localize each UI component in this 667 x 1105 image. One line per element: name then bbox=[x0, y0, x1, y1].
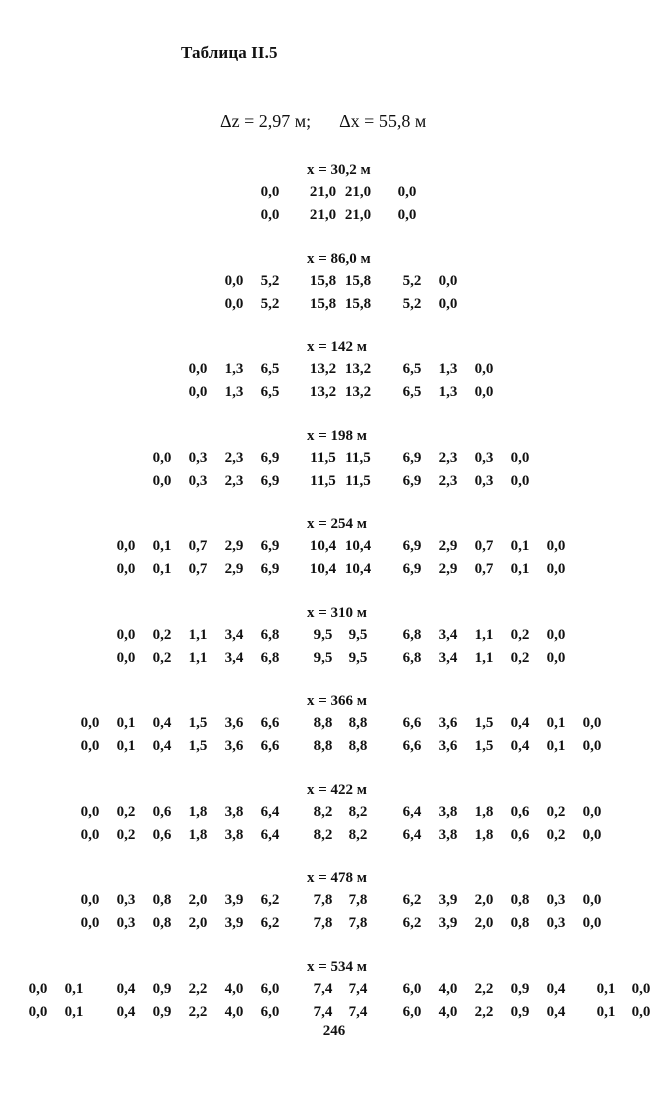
table-value: 0,0 bbox=[582, 826, 602, 843]
table-value: 6,2 bbox=[260, 892, 280, 908]
table-value: 0,0 bbox=[80, 803, 100, 820]
table-value: 0,0 bbox=[152, 449, 172, 466]
block-title: x = 198 м bbox=[307, 427, 368, 444]
table-value: 0,9 bbox=[510, 980, 530, 997]
table-value: 10,4 bbox=[344, 561, 372, 577]
table-value: 8,8 bbox=[313, 715, 333, 731]
table-value: 0,2 bbox=[116, 803, 136, 820]
block-title: x = 366 м bbox=[307, 693, 368, 709]
table-value: 0,1 bbox=[152, 561, 172, 577]
table-value: 8,8 bbox=[348, 715, 368, 731]
table-value: 15,8 bbox=[309, 295, 337, 312]
table-value: 0,3 bbox=[188, 449, 208, 466]
table-value: 8,2 bbox=[313, 826, 333, 843]
table-value: 6,2 bbox=[260, 915, 280, 931]
table-value: 3,4 bbox=[438, 626, 458, 643]
table-value: 6,9 bbox=[402, 538, 422, 554]
table-value: 0,7 bbox=[474, 538, 494, 554]
block-title: x = 30,2 м bbox=[307, 162, 371, 178]
table-value: 6,6 bbox=[402, 738, 422, 754]
table-value: 15,8 bbox=[309, 272, 337, 289]
table-value: 0,4 bbox=[116, 1003, 136, 1020]
table-value: 3,9 bbox=[438, 892, 458, 908]
table-value: 1,1 bbox=[474, 626, 494, 643]
table-value: 6,0 bbox=[260, 1003, 280, 1020]
table-value: 0,0 bbox=[438, 295, 458, 312]
table-value: 3,4 bbox=[224, 626, 244, 643]
table-value: 0,0 bbox=[510, 472, 530, 489]
table-value: 0,3 bbox=[546, 915, 566, 931]
table-value: 6,8 bbox=[402, 649, 422, 666]
table-value: 3,8 bbox=[438, 826, 458, 843]
table-value: 0,4 bbox=[546, 1003, 566, 1020]
table-value: 0,0 bbox=[397, 184, 417, 200]
table-value: 21,0 bbox=[344, 207, 372, 223]
table-value: 0,0 bbox=[546, 626, 566, 643]
table-value: 1,1 bbox=[474, 649, 494, 666]
table-value: 0,2 bbox=[152, 649, 172, 666]
table-value: 0,1 bbox=[116, 738, 136, 754]
table-value: 0,3 bbox=[546, 892, 566, 908]
table-value: 0,0 bbox=[80, 826, 100, 843]
table-value: 3,6 bbox=[224, 738, 244, 754]
table-value: 2,9 bbox=[224, 538, 244, 554]
table-value: 7,4 bbox=[348, 980, 368, 997]
table-value: 6,8 bbox=[402, 626, 422, 643]
table-value: 6,9 bbox=[260, 449, 280, 466]
table-value: 3,6 bbox=[438, 738, 458, 754]
table-value: 8,8 bbox=[313, 738, 333, 754]
table-value: 2,0 bbox=[474, 892, 494, 908]
table-value: 0,0 bbox=[80, 892, 100, 908]
table-value: 0,3 bbox=[474, 449, 494, 466]
table-value: 6,9 bbox=[260, 472, 280, 489]
table-value: 6,4 bbox=[402, 803, 422, 820]
table-value: 21,0 bbox=[309, 207, 337, 223]
table-value: 0,8 bbox=[510, 892, 530, 908]
table-value: 7,8 bbox=[313, 915, 333, 931]
table-value: 1,3 bbox=[224, 384, 244, 400]
table-value: 2,9 bbox=[438, 538, 458, 554]
table-value: 6,8 bbox=[260, 649, 280, 666]
table-value: 0,0 bbox=[582, 738, 602, 754]
table-value: 0,0 bbox=[546, 561, 566, 577]
table-value: 0,0 bbox=[116, 626, 136, 643]
table-value: 0,1 bbox=[546, 715, 566, 731]
table-value: 0,4 bbox=[116, 980, 136, 997]
table-value: 0,0 bbox=[631, 980, 651, 997]
table-value: 0,2 bbox=[152, 626, 172, 643]
table-value: 0,0 bbox=[631, 1003, 651, 1020]
table-value: 3,8 bbox=[224, 803, 244, 820]
table-value: 6,2 bbox=[402, 915, 422, 931]
table-value: 6,5 bbox=[260, 361, 280, 377]
table-value: 0,1 bbox=[510, 538, 530, 554]
table-value: 0,3 bbox=[474, 472, 494, 489]
table-value: 0,7 bbox=[188, 561, 208, 577]
table-value: 0,0 bbox=[582, 915, 602, 931]
block-title: x = 86,0 м bbox=[307, 250, 371, 267]
table-value: 0,6 bbox=[510, 826, 530, 843]
table-value: 0,0 bbox=[474, 384, 494, 400]
table-value: 6,9 bbox=[260, 561, 280, 577]
table-value: 0,9 bbox=[510, 1003, 530, 1020]
table-value: 4,0 bbox=[438, 980, 458, 997]
table-value: 2,9 bbox=[224, 561, 244, 577]
block-title: x = 142 м bbox=[307, 339, 368, 355]
table-value: 0,0 bbox=[80, 715, 100, 731]
table-value: 9,5 bbox=[348, 649, 368, 666]
table-value: 11,5 bbox=[345, 449, 371, 466]
dz-parameter: Δz = 2,97 м; bbox=[220, 111, 312, 131]
table-value: 0,0 bbox=[188, 384, 208, 400]
table-value: 10,4 bbox=[309, 561, 337, 577]
table-value: 5,2 bbox=[402, 272, 422, 289]
table-value: 0,1 bbox=[64, 1003, 84, 1020]
table-value: 0,1 bbox=[510, 561, 530, 577]
table-value: 3,4 bbox=[438, 649, 458, 666]
table-value: 2,3 bbox=[224, 449, 244, 466]
table-value: 0,8 bbox=[152, 915, 172, 931]
table-value: 6,0 bbox=[402, 1003, 422, 1020]
table-value: 0,9 bbox=[152, 1003, 172, 1020]
table-value: 15,8 bbox=[344, 272, 372, 289]
table-value: 6,9 bbox=[402, 472, 422, 489]
table-value: 6,5 bbox=[402, 384, 422, 400]
table-value: 13,2 bbox=[309, 384, 337, 400]
table-value: 0,0 bbox=[80, 915, 100, 931]
table-value: 10,4 bbox=[309, 538, 337, 554]
table-value: 0,4 bbox=[546, 980, 566, 997]
table-value: 2,3 bbox=[224, 472, 244, 489]
table-value: 7,4 bbox=[313, 1003, 333, 1020]
table-value: 3,4 bbox=[224, 649, 244, 666]
table-value: 21,0 bbox=[344, 184, 372, 200]
table-value: 6,4 bbox=[260, 803, 280, 820]
table-value: 21,0 bbox=[309, 184, 337, 200]
table-value: 0,4 bbox=[152, 738, 172, 754]
table-value: 0,2 bbox=[116, 826, 136, 843]
table-value: 6,6 bbox=[402, 715, 422, 731]
table-value: 0,4 bbox=[510, 738, 530, 754]
table-value: 3,9 bbox=[224, 892, 244, 908]
table-value: 0,3 bbox=[188, 472, 208, 489]
table-value: 3,9 bbox=[224, 915, 244, 931]
table-value: 0,0 bbox=[438, 272, 458, 289]
table-value: 7,4 bbox=[313, 980, 333, 997]
table-value: 6,2 bbox=[402, 892, 422, 908]
table-value: 2,0 bbox=[188, 892, 208, 908]
table-value: 0,3 bbox=[116, 915, 136, 931]
table-value: 0,2 bbox=[510, 649, 530, 666]
block-title: x = 310 м bbox=[307, 604, 368, 621]
table-value: 11,5 bbox=[310, 449, 336, 466]
table-value: 1,5 bbox=[474, 738, 494, 754]
table-value: 0,2 bbox=[546, 826, 566, 843]
table-value: 0,8 bbox=[510, 915, 530, 931]
table-value: 6,8 bbox=[260, 626, 280, 643]
table-value: 0,0 bbox=[28, 980, 48, 997]
table-value: 8,8 bbox=[348, 738, 368, 754]
table-value: 1,5 bbox=[474, 715, 494, 731]
table-value: 6,9 bbox=[402, 561, 422, 577]
table-value: 1,3 bbox=[224, 361, 244, 377]
table-value: 0,7 bbox=[188, 538, 208, 554]
table-value: 0,0 bbox=[582, 892, 602, 908]
table-value: 6,9 bbox=[260, 538, 280, 554]
table-value: 7,4 bbox=[348, 1003, 368, 1020]
page-number: 246 bbox=[322, 1023, 346, 1039]
table-value: 6,4 bbox=[402, 826, 422, 843]
table-value: 4,0 bbox=[438, 1003, 458, 1020]
table-value: 0,1 bbox=[596, 980, 616, 997]
table-value: 1,3 bbox=[438, 384, 458, 400]
table-value: 8,2 bbox=[348, 826, 368, 843]
block-title: x = 422 м bbox=[307, 781, 368, 798]
table-value: 9,5 bbox=[313, 626, 333, 643]
table-value: 6,6 bbox=[260, 738, 280, 754]
table-value: 8,2 bbox=[313, 803, 333, 820]
table-value: 5,2 bbox=[260, 272, 280, 289]
table-value: 2,0 bbox=[188, 915, 208, 931]
table-value: 1,5 bbox=[188, 738, 208, 754]
table-value: 2,0 bbox=[474, 915, 494, 931]
table-value: 2,3 bbox=[438, 449, 458, 466]
table-value: 0,0 bbox=[116, 538, 136, 554]
table-value: 0,1 bbox=[546, 738, 566, 754]
table-value: 0,0 bbox=[582, 803, 602, 820]
table-value: 1,1 bbox=[188, 626, 208, 643]
table-value: 1,8 bbox=[474, 803, 494, 820]
table-value: 10,4 bbox=[344, 538, 372, 554]
table-value: 0,2 bbox=[510, 626, 530, 643]
table-value: 0,7 bbox=[474, 561, 494, 577]
table-value: 9,5 bbox=[348, 626, 368, 643]
table-value: 5,2 bbox=[402, 295, 422, 312]
table-value: 0,4 bbox=[152, 715, 172, 731]
table-value: 7,8 bbox=[348, 915, 368, 931]
table-value: 15,8 bbox=[344, 295, 372, 312]
table-value: 0,2 bbox=[546, 803, 566, 820]
table-value: 1,8 bbox=[188, 826, 208, 843]
table-value: 0,0 bbox=[80, 738, 100, 754]
table-value: 6,0 bbox=[260, 980, 280, 997]
table-value: 0,6 bbox=[510, 803, 530, 820]
table-value: 6,5 bbox=[260, 384, 280, 400]
block-title: x = 534 м bbox=[307, 958, 368, 975]
table-value: 0,4 bbox=[510, 715, 530, 731]
table-value: 1,8 bbox=[474, 826, 494, 843]
table-value: 0,8 bbox=[152, 892, 172, 908]
table-value: 0,0 bbox=[224, 272, 244, 289]
table-value: 13,2 bbox=[344, 384, 372, 400]
table-value: 0,9 bbox=[152, 980, 172, 997]
table-value: 0,3 bbox=[116, 892, 136, 908]
table-value: 0,1 bbox=[596, 1003, 616, 1020]
table-value: 3,8 bbox=[224, 826, 244, 843]
table-value: 0,0 bbox=[397, 207, 417, 223]
table-value: 2,2 bbox=[188, 1003, 208, 1020]
table-value: 7,8 bbox=[313, 892, 333, 908]
table-value: 1,8 bbox=[188, 803, 208, 820]
table-value: 1,1 bbox=[188, 649, 208, 666]
table-value: 2,9 bbox=[438, 561, 458, 577]
table-value: 6,4 bbox=[260, 826, 280, 843]
table-value: 2,3 bbox=[438, 472, 458, 489]
block-title: x = 254 м bbox=[307, 516, 368, 532]
table-value: 0,0 bbox=[116, 649, 136, 666]
table-value: 4,0 bbox=[224, 980, 244, 997]
table-value: 2,2 bbox=[474, 1003, 494, 1020]
table-value: 0,0 bbox=[510, 449, 530, 466]
table-value: 0,0 bbox=[546, 538, 566, 554]
table-value: 0,0 bbox=[582, 715, 602, 731]
table-value: 13,2 bbox=[309, 361, 337, 377]
table-value: 0,0 bbox=[224, 295, 244, 312]
table-value: 6,5 bbox=[402, 361, 422, 377]
table-value: 3,8 bbox=[438, 803, 458, 820]
table-value: 5,2 bbox=[260, 295, 280, 312]
table-value: 0,0 bbox=[28, 1003, 48, 1020]
table-value: 0,1 bbox=[152, 538, 172, 554]
table-value: 0,0 bbox=[546, 649, 566, 666]
table-value: 6,6 bbox=[260, 715, 280, 731]
table-value: 9,5 bbox=[313, 649, 333, 666]
table-value: 3,6 bbox=[438, 715, 458, 731]
table-value: 0,0 bbox=[260, 184, 280, 200]
table-value: 0,0 bbox=[260, 207, 280, 223]
table-value: 11,5 bbox=[310, 472, 336, 489]
table-value: 2,2 bbox=[474, 980, 494, 997]
block-title: x = 478 м bbox=[307, 870, 368, 886]
table-title: Таблица II.5 bbox=[181, 43, 278, 62]
table-value: 0,0 bbox=[474, 361, 494, 377]
grid-parameters bbox=[220, 111, 426, 132]
table-value: 13,2 bbox=[344, 361, 372, 377]
table-value: 0,6 bbox=[152, 803, 172, 820]
table-value: 4,0 bbox=[224, 1003, 244, 1020]
table-value: 6,9 bbox=[402, 449, 422, 466]
table-value: 3,9 bbox=[438, 915, 458, 931]
table-value: 0,1 bbox=[64, 980, 84, 997]
table-value: 0,0 bbox=[152, 472, 172, 489]
table-value: 8,2 bbox=[348, 803, 368, 820]
table-value: 0,0 bbox=[116, 561, 136, 577]
table-value: 0,1 bbox=[116, 715, 136, 731]
table-value: 3,6 bbox=[224, 715, 244, 731]
table-value: 11,5 bbox=[345, 472, 371, 489]
table-value: 1,3 bbox=[438, 361, 458, 377]
table-value: 1,5 bbox=[188, 715, 208, 731]
table-value: 0,6 bbox=[152, 826, 172, 843]
table-value: 2,2 bbox=[188, 980, 208, 997]
table-value: 7,8 bbox=[348, 892, 368, 908]
table-value: 0,0 bbox=[188, 361, 208, 377]
table-value: 6,0 bbox=[402, 980, 422, 997]
dx-parameter: Δx = 55,8 м bbox=[339, 111, 427, 131]
